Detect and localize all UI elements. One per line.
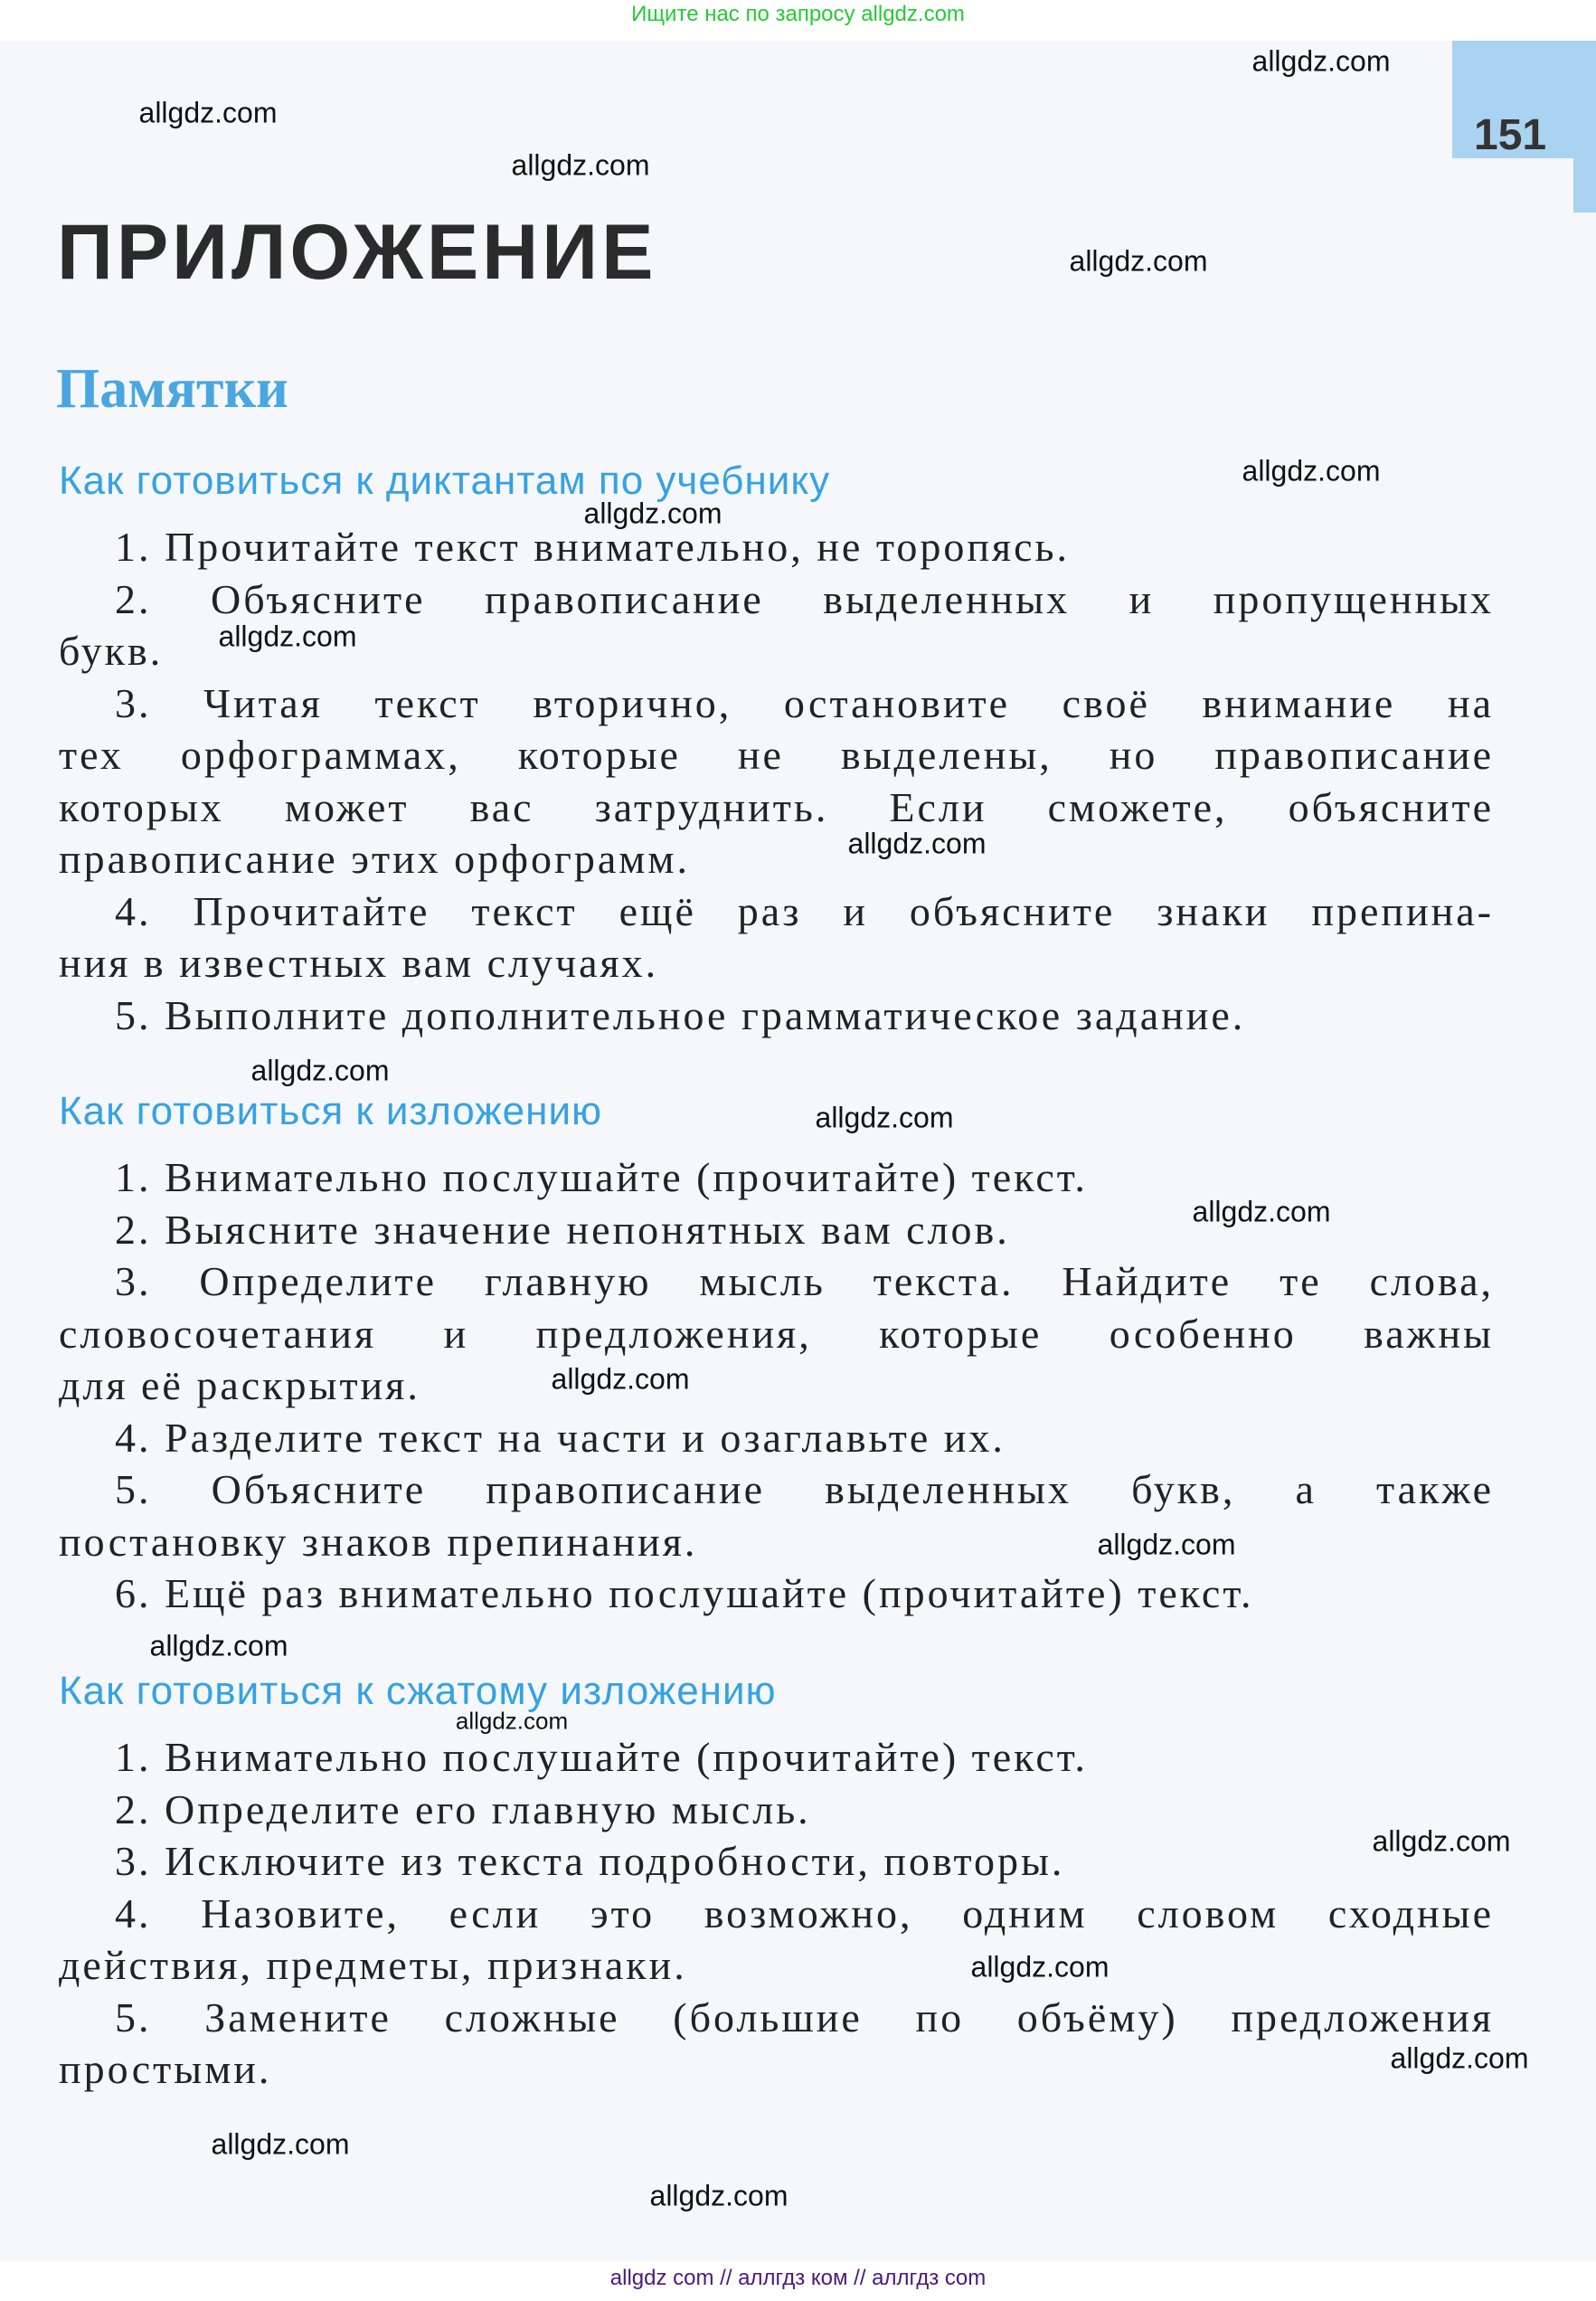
- watermark: allgdz.com: [583, 497, 722, 530]
- list-item-line: правописание этих орфограмм.: [59, 836, 690, 882]
- list-item-line: 1. Внимательно послушайте (прочитайте) текст.: [115, 1154, 1088, 1200]
- watermark: allgdz.com: [1372, 1824, 1511, 1858]
- watermark: allgdz.com: [250, 1054, 390, 1087]
- section-exposition: [59, 1085, 1494, 1620]
- list-item-line: 4. Разделите текст на части и озаглавьте их.: [115, 1414, 1006, 1461]
- watermark: allgdz.com: [815, 1101, 954, 1134]
- watermark: allgdz.com: [1251, 44, 1391, 78]
- list-item-line: ния в известных вам случаях.: [59, 940, 659, 986]
- list-item-line: постановку знаков препинания.: [59, 1518, 698, 1565]
- section-short-exposition: [59, 1665, 1494, 2096]
- watermark: allgdz.com: [970, 1950, 1110, 1984]
- list-item-line: словосочетания и предложения, которые особенно важны: [59, 1310, 1494, 1357]
- bottom-banner: allgdz com // аллгдз ком // аллгдз com: [609, 2266, 987, 2290]
- list-item-line: 2. Объясните правописание выделенных и пропущенных: [115, 575, 1494, 622]
- list-item-line: 1. Прочитайте текст внимательно, не торопясь.: [115, 524, 1070, 570]
- watermark: allgdz.com: [1097, 1528, 1236, 1561]
- list-item-line: 4. Назовите, если это возможно, одним словом сходные: [115, 1889, 1494, 1936]
- section-heading: Как готовиться к диктантам по учебнику: [59, 459, 831, 503]
- list-item-line: 2. Выясните значение непонятных вам слов.: [115, 1206, 1010, 1253]
- list-item-line: которых может вас затруднить. Если сможете, объясните: [59, 783, 1494, 830]
- watermark: allgdz.com: [1390, 2041, 1529, 2075]
- list-item-line: для её раскрытия.: [59, 1362, 420, 1408]
- list-item-line: 3. Исключите из текста подробности, повторы.: [115, 1838, 1065, 1884]
- watermark: allgdz.com: [847, 827, 987, 860]
- watermark: allgdz.com: [1069, 244, 1208, 278]
- list-item-line: тех орфограммах, которые не выделены, но правописание: [59, 732, 1494, 778]
- section-heading: Как готовиться к сжатому изложению: [59, 1669, 777, 1713]
- watermark: allgdz.com: [455, 1707, 569, 1735]
- page-edge-tab: [1573, 158, 1596, 213]
- watermark: allgdz.com: [149, 1629, 288, 1662]
- list-item-line: 4. Прочитайте текст ещё раз и объясните знаки препина-: [115, 887, 1494, 934]
- page-title: ПРИЛОЖЕНИЕ: [57, 209, 657, 296]
- list-item-line: 5. Выполните дополнительное грамматическое задание.: [115, 991, 1246, 1038]
- page-subtitle: Памятки: [56, 358, 288, 420]
- watermark: allgdz.com: [218, 620, 357, 653]
- list-item-line: букв.: [59, 628, 164, 674]
- watermark: allgdz.com: [1242, 454, 1381, 488]
- list-item-line: 1. Внимательно послушайте (прочитайте) текст.: [115, 1734, 1088, 1780]
- section-dictation: [59, 455, 1494, 1041]
- watermark: allgdz.com: [511, 148, 650, 182]
- watermark: allgdz.com: [551, 1362, 690, 1396]
- section-heading: Как готовиться к изложению: [59, 1089, 603, 1133]
- list-item-line: 2. Определите его главную мысль.: [115, 1785, 811, 1832]
- watermark: allgdz.com: [1192, 1195, 1331, 1228]
- watermark: allgdz.com: [211, 2127, 350, 2161]
- list-item-line: 5. Замените сложные (большие по объёму) предложения: [115, 1993, 1494, 2041]
- list-item-line: 5. Объясните правописание выделенных букв, а также: [115, 1466, 1494, 1512]
- list-item-line: 3. Читая текст вторично, остановите своё внимание на: [115, 679, 1494, 726]
- page-number: 151: [1474, 111, 1547, 159]
- watermark: allgdz.com: [649, 2179, 789, 2212]
- list-item-line: 3. Определите главную мысль текста. Найдите те слова,: [115, 1258, 1494, 1304]
- watermark: allgdz.com: [138, 96, 278, 129]
- top-banner: Ищите нас по запросу allgdz.com: [631, 2, 965, 26]
- list-item-line: действия, предметы, признаки.: [59, 1942, 687, 1988]
- list-item-line: 6. Ещё раз внимательно послушайте (прочитайте) текст.: [115, 1570, 1254, 1616]
- list-item-line: простыми.: [59, 2046, 272, 2092]
